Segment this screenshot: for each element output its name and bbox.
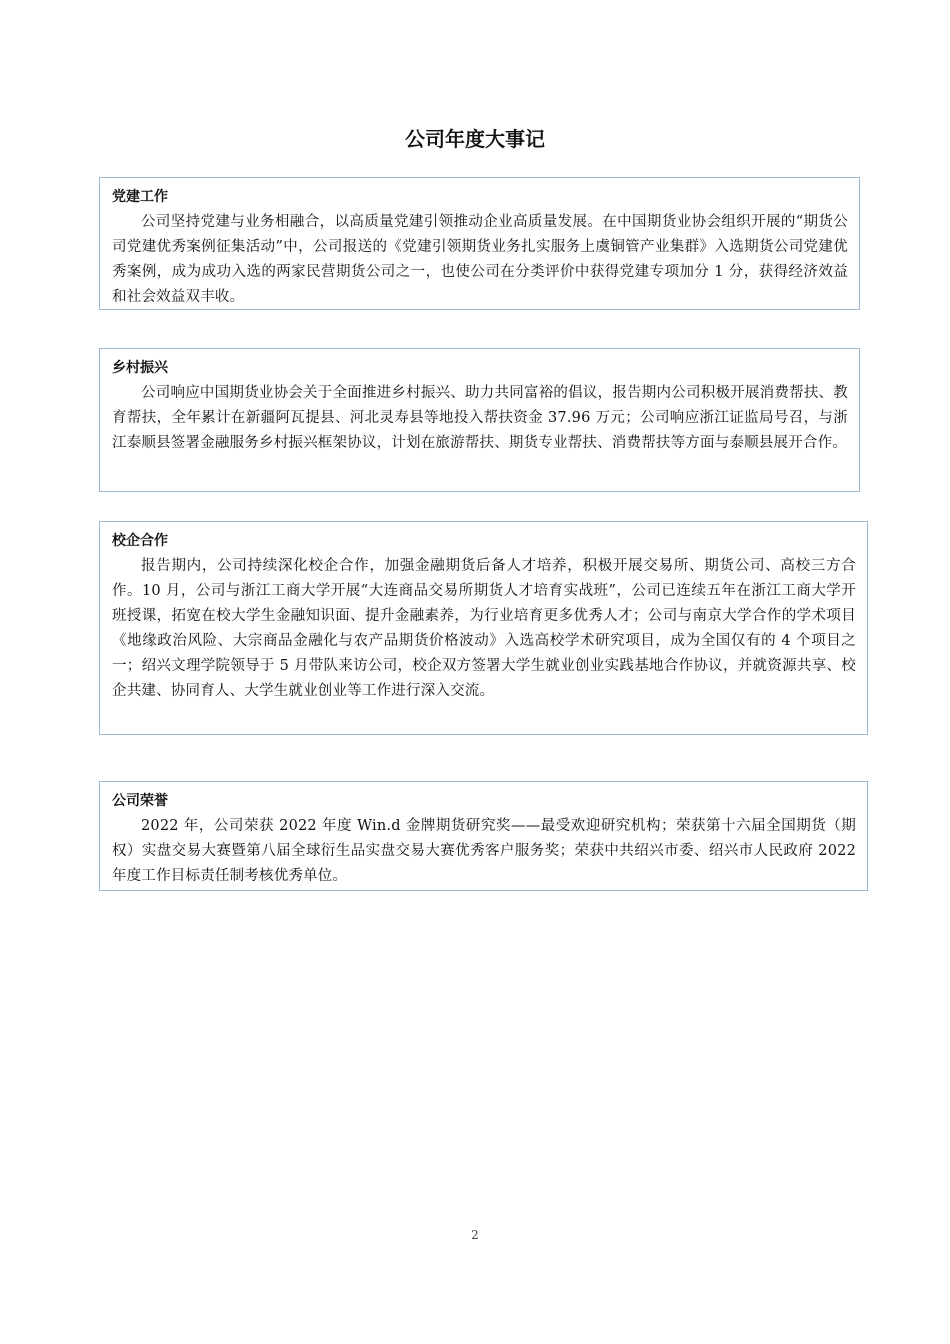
section-body: 公司坚持党建与业务相融合，以高质量党建引领推动企业高质量发展。在中国期货业协会组织开展的“期货公司党建优秀案例征集活动”中，公司报送的《党建引领期货业务扎实服务上虞铜管产业集群》入选期货公司党建优秀案例，成为成功入选的两家民营期货公司之一，也使公司在分类评价中获得党建专项加分 1 分，获得经济效益和社会效益双丰收。: [112, 214, 848, 305]
section-heading: 公司荣誉: [112, 793, 168, 809]
section-heading: 校企合作: [112, 533, 168, 549]
section-heading: 党建工作: [112, 189, 168, 205]
section-heading: 乡村振兴: [112, 360, 168, 376]
section-rural-revitalization: [99, 348, 860, 492]
section-company-honors: [99, 781, 868, 891]
section-party-building: [99, 177, 860, 310]
section-body: 2022 年，公司荣获 2022 年度 Win.d 金牌期货研究奖——最受欢迎研究机构；荣获第十六届全国期货（期权）实盘交易大赛暨第八届全球衍生品实盘交易大赛优秀客户服务奖；荣获中共绍兴市委、绍兴市人民政府 2022 年度工作目标责任制考核优秀单位。: [112, 818, 856, 884]
page-title: 公司年度大事记: [405, 127, 545, 151]
section-school-enterprise-cooperation: [99, 521, 868, 735]
section-body: 公司响应中国期货业协会关于全面推进乡村振兴、助力共同富裕的倡议，报告期内公司积极开展消费帮扶、教育帮扶，全年累计在新疆阿瓦提县、河北灵寿县等地投入帮扶资金 37.96 万元；公司响应浙江证监局号召，与浙江泰顺县签署金融服务乡村振兴框架协议，计划在旅游帮扶、期货专业帮扶、消费帮扶等方面与泰顺县展开合作。: [112, 385, 848, 451]
page-number: 2: [471, 1228, 479, 1242]
section-body: 报告期内，公司持续深化校企合作，加强金融期货后备人才培养，积极开展交易所、期货公司、高校三方合作。10 月，公司与浙江工商大学开展“大连商品交易所期货人才培育实战班”，公司已连续五年在浙江工商大学开班授课，拓宽在校大学生金融知识面、提升金融素养，为行业培育更多优秀人才；公司与南京大学合作的学术项目《地缘政治风险、大宗商品金融化与农产品期货价格波动》入选高校学术研究项目，成为全国仅有的 4 个项目之一；绍兴文理学院领导于 5 月带队来访公司，校企双方签署大学生就业创业实践基地合作协议，并就资源共享、校企共建、协同育人、大学生就业创业等工作进行深入交流。: [112, 558, 856, 699]
